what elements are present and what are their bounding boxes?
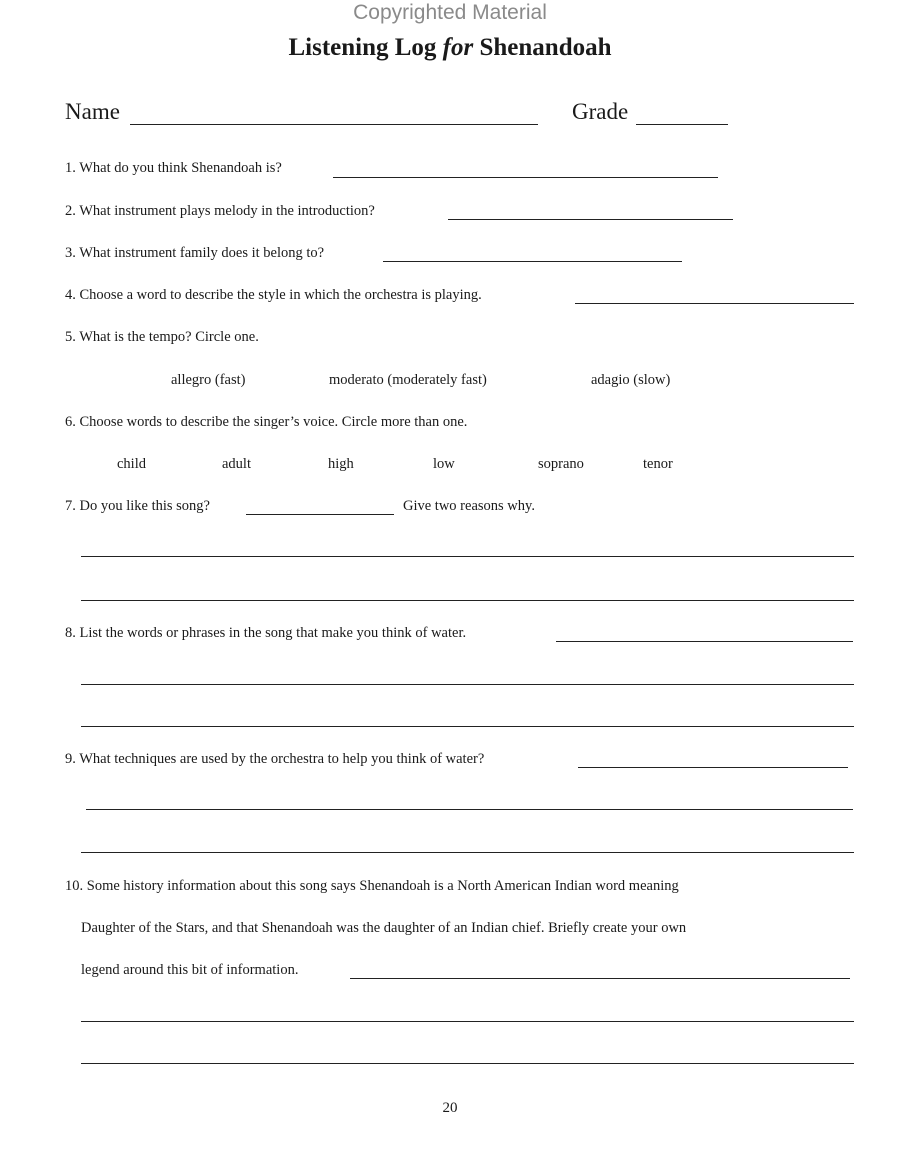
question-5: 5. What is the tempo? Circle one. <box>65 329 259 345</box>
answer-line-10[interactable] <box>350 978 850 979</box>
tempo-option[interactable]: allegro (fast) <box>171 372 246 388</box>
answer-line-8b[interactable] <box>81 726 854 727</box>
answer-line-9a[interactable] <box>86 809 853 810</box>
voice-option[interactable]: child <box>117 456 146 472</box>
question-6: 6. Choose words to describe the singer’s voice. Circle more than one. <box>65 414 468 430</box>
question-10-line1: 10. Some history information about this song says Shenandoah is a North American Indian word meaning <box>65 878 679 894</box>
page-number: 20 <box>442 1100 458 1116</box>
name-answer-line[interactable] <box>130 124 538 125</box>
answer-line-7a[interactable] <box>81 556 854 557</box>
title-connector: for <box>442 34 474 61</box>
answer-line-2[interactable] <box>448 219 733 220</box>
voice-option[interactable]: adult <box>222 456 251 472</box>
answer-line-7-like[interactable] <box>246 514 394 515</box>
tempo-option[interactable]: adagio (slow) <box>591 372 671 388</box>
page-title <box>0 34 900 62</box>
answer-line-10a[interactable] <box>81 1021 854 1022</box>
question-10-line2: Daughter of the Stars, and that Shenandoah was the daughter of an Indian chief. Briefly create your own <box>81 920 687 936</box>
question-8: 8. List the words or phrases in the song that make you think of water. <box>65 625 467 641</box>
answer-line-1[interactable] <box>333 177 718 178</box>
voice-option[interactable]: high <box>328 456 354 472</box>
question-1: 1. What do you think Shenandoah is? <box>65 160 282 176</box>
question-7: 7. Do you like this song? <box>65 498 210 514</box>
answer-line-9b[interactable] <box>81 852 854 853</box>
answer-line-8[interactable] <box>556 641 853 642</box>
title-main: Listening Log <box>288 34 437 61</box>
answer-line-8a[interactable] <box>81 684 854 685</box>
name-label: Name <box>65 99 120 124</box>
answer-line-7b[interactable] <box>81 600 854 601</box>
tempo-option[interactable]: moderato (moderately fast) <box>329 372 487 388</box>
question-3: 3. What instrument family does it belong to? <box>65 245 325 261</box>
question-9: 9. What techniques are used by the orchestra to help you think of water? <box>65 751 485 767</box>
grade-answer-line[interactable] <box>636 124 728 125</box>
grade-label: Grade <box>572 99 629 124</box>
voice-option[interactable]: low <box>433 456 455 472</box>
question-10-line3: legend around this bit of information. <box>81 962 299 978</box>
voice-option[interactable]: soprano <box>538 456 584 472</box>
question-4: 4. Choose a word to describe the style in which the orchestra is playing. <box>65 287 482 303</box>
question-7-reasons: Give two reasons why. <box>403 498 535 514</box>
voice-option[interactable]: tenor <box>643 456 673 472</box>
copyright-watermark: Copyrighted Material <box>353 1 547 24</box>
answer-line-9[interactable] <box>578 767 848 768</box>
title-subject: Shenandoah <box>479 34 612 61</box>
question-2: 2. What instrument plays melody in the introduction? <box>65 203 375 219</box>
answer-line-10b[interactable] <box>81 1063 854 1064</box>
answer-line-4[interactable] <box>575 303 854 304</box>
answer-line-3[interactable] <box>383 261 682 262</box>
